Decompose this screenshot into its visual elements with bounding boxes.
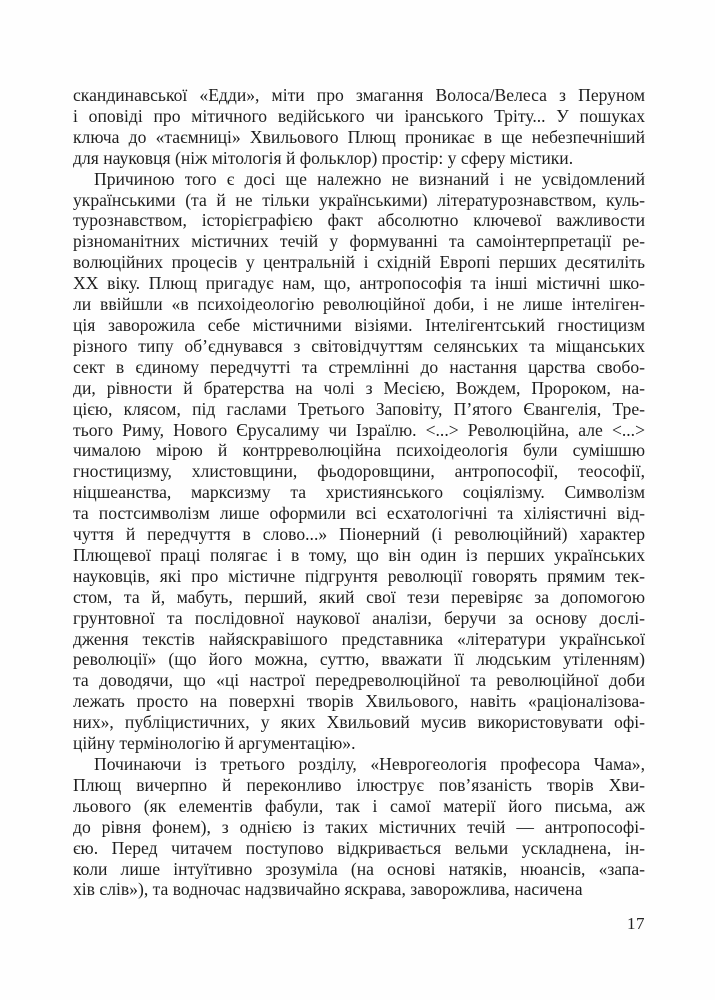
text-line: революції» (що його можна, суттю, вважати її людським утіленням) [73, 649, 645, 670]
paragraph [73, 169, 645, 754]
text-line: для науковця (ніж мітологія й фольклор) простір: у сферу містики. [73, 147, 574, 168]
text-line: турознавством, історієграфією факт абсолютно ключевої важливости [73, 210, 645, 231]
paragraph [73, 85, 645, 169]
text-line: і оповіді про мітичного ведійського чи іранського Тріту... У пошуках [73, 105, 645, 126]
text-line: Плющевої праці полягає і в тому, що він один із перших українських [73, 544, 645, 565]
body-text [73, 85, 645, 900]
text-line: цією, клясом, під гаслами Третього Заповіту, П’ятого Євангелія, Тре- [73, 398, 645, 419]
text-line: тього Риму, Нового Єрусалиму чи Ізраїлю. <...> Революційна, але <...> [73, 419, 645, 440]
text-line: хів слів»), та водночас надзвичайно яскрава, заворожлива, насичена [73, 879, 583, 900]
text-line: ційну термінологію й аргументацію». [73, 733, 356, 754]
text-line: ція заворожила себе містичними візіями. Інтелігентський гностицизм [73, 314, 645, 335]
text-line: коли лише інтуїтивно зрозуміла (на основі натяків, нюансів, «запа- [73, 858, 645, 879]
text-line: різноманітних містичних течій у формуванні та самоінтерпретації ре- [73, 231, 645, 252]
text-line: сект в єдиному передчутті та стремлінні до настання царства свобо- [73, 356, 645, 377]
text-line: ніцшеанства, марксизму та християнського соціялізму. Символізм [73, 482, 645, 503]
text-line: дження текстів найяскравішого представника «літератури української [73, 628, 645, 649]
text-line: та доводячи, що «ці настрої передреволюційної та революційної доби [73, 670, 645, 691]
text-line: ди, рівности й братерства на чолі з Месією, Вождем, Пророком, на- [73, 377, 645, 398]
text-line: Починаючи із третього розділу, «Неврогеологія професора Чама», [94, 754, 645, 774]
text-line: науковців, які про містичне підгрунтя революції говорять прямим тек- [73, 565, 645, 586]
text-line: єю. Перед читачем поступово відкривається вельми ускладнена, ін- [73, 837, 645, 858]
text-line: грунтовної та послідовної наукової аналізи, беручи за основу дослі- [73, 607, 645, 628]
text-line: Причиною того є досі ще належно не визнаний і не усвідомлений [94, 168, 645, 189]
text-line: українськими (та й не тільки українськими) літературознавством, куль- [73, 189, 645, 210]
text-line: лежать просто на поверхні творів Хвильового, навіть «раціоналізова- [73, 691, 645, 712]
paragraph [73, 754, 645, 900]
text-line: льового (як елементів фабули, так і самої матерії його письма, аж [73, 795, 645, 816]
text-line: стом, та й, мабуть, перший, який свої тези перевіряє за допомогою [73, 586, 645, 607]
text-line: ключа до «таємниці» Хвильового Плющ проникає в ще небезпечніший [73, 126, 645, 147]
text-line: та постсимволізм лише оформили всі есхатологічні та хіліястичні від- [73, 503, 645, 524]
text-line: волюційних процесів у центральній і східній Европі перших десятиліть [73, 252, 645, 273]
text-line: різного типу об’єднувався з світовідчуттям селянських та міщанських [73, 335, 645, 356]
text-line: чималою мірою й контрреволюційна психоідеологія були сумішшю [73, 440, 645, 461]
page-number: 17 [627, 914, 645, 933]
text-line: скандинавської «Едди», міти про змагання Волоса/Велеса з Перуном [73, 85, 645, 105]
text-line: до рівня фонем), з однією із таких містичних течій — антропософі- [73, 816, 645, 837]
text-line: чуття й передчуття в слово...» Піонерний (і революційний) характер [73, 524, 645, 545]
text-line: ХХ віку. Плющ пригадує нам, що, антропософія та інші містичні шко- [73, 273, 645, 294]
text-line: ли ввійшли «в психоідеологію революційної доби, і не лише інтеліген- [73, 294, 645, 315]
text-line: гностицизму, хлистовщини, фьодоровщини, антропософії, теософії, [73, 461, 645, 482]
text-line: них», публіцистичних, у яких Хвильовий мусив використовувати офі- [73, 712, 645, 733]
text-line: Плющ вичерпно й переконливо ілюструє пов’язаність творів Хви- [73, 774, 645, 795]
